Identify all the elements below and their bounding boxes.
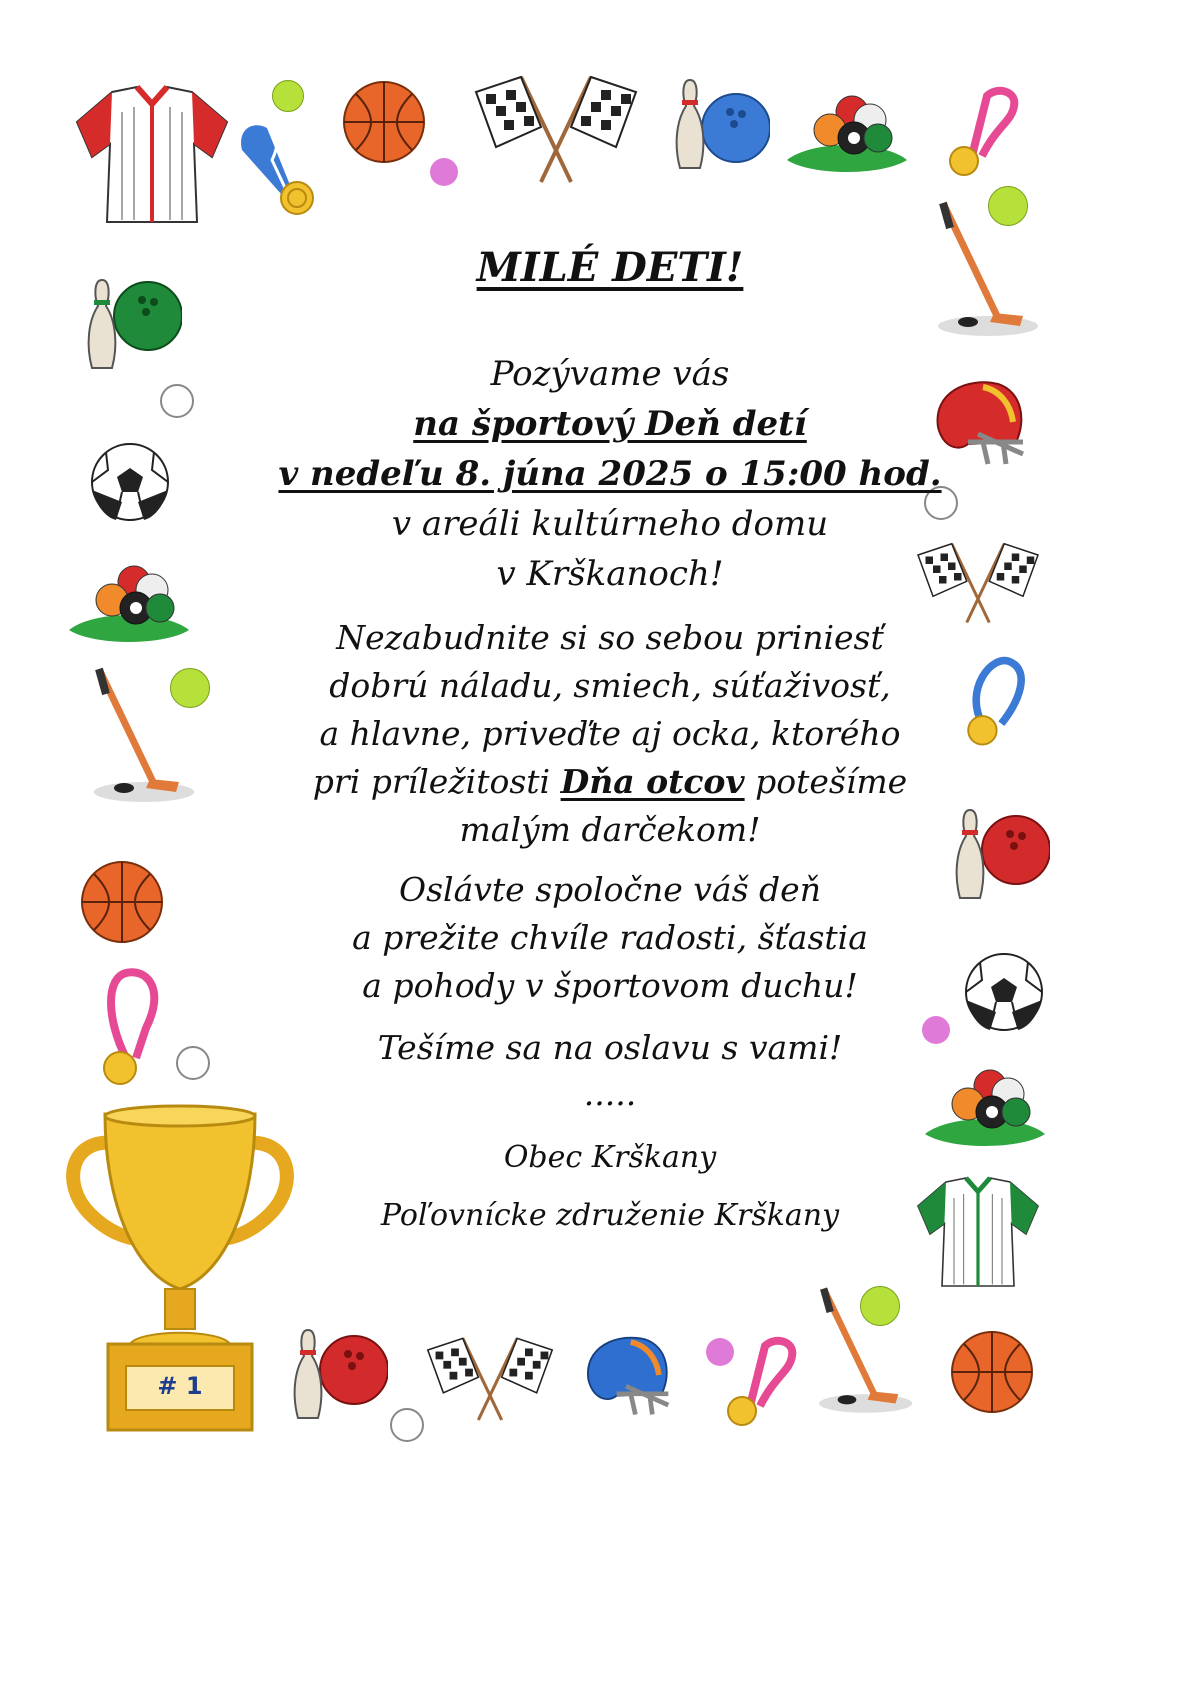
paragraph1-line5: malým darčekom! (459, 810, 761, 849)
baseball-jersey-icon (72, 82, 232, 232)
bowling-icon (668, 76, 770, 172)
closing-line: Tešíme sa na oslavu s vami! (377, 1028, 843, 1067)
baseball-icon (176, 1046, 210, 1080)
paragraph2-line2: a prežite chvíle radosti, šťastia (352, 918, 868, 957)
bowling-icon (286, 1326, 388, 1422)
checkered-flags-icon (420, 1334, 560, 1422)
intro-line: Pozývame vás (490, 354, 730, 394)
basketball-icon (342, 80, 426, 164)
venue-line-2: v Krškanoch! (496, 554, 724, 594)
football-helmet-icon (576, 1328, 676, 1422)
pink-ball-icon (430, 158, 458, 186)
billiard-balls-icon (64, 560, 194, 646)
medal-icon (96, 968, 176, 1090)
tennis-ball-icon (860, 1286, 900, 1326)
paragraph2-line3: a pohody v športovom duchu! (362, 966, 858, 1005)
paragraph1-line4 (230, 762, 990, 801)
basketball-icon (80, 860, 164, 944)
soccer-ball-icon (88, 440, 172, 524)
medal-icon (942, 86, 1022, 178)
baseball-jersey-icon (914, 1172, 1042, 1296)
hockey-stick-icon (84, 664, 194, 814)
medal-icon (232, 120, 327, 220)
paragraph1-line4-pre: pri príležitosti (312, 762, 561, 801)
date-time-line: v nedeľu 8. júna 2025 o 15:00 hod. (278, 454, 942, 494)
tennis-ball-icon (272, 80, 304, 112)
dots-separator: ..... (583, 1074, 637, 1113)
event-line: na športový Deň detí (413, 404, 807, 444)
paragraph1-line1: Nezabudnite si so sebou priniesť (336, 618, 884, 657)
basketball-icon (950, 1330, 1034, 1414)
invitation-title: MILÉ DETI! (476, 244, 744, 291)
baseball-icon (160, 384, 194, 418)
trophy-plate-label: # 1 (157, 1372, 203, 1400)
organizer-hunting-association: Poľovnícke združenie Krškany (380, 1198, 840, 1233)
paragraph1-line2: dobrú náladu, smiech, súťaživosť, (329, 666, 891, 705)
bowling-icon (80, 276, 182, 372)
venue-line-1: v areáli kultúrneho domu (391, 504, 829, 544)
baseball-icon (390, 1408, 424, 1442)
paragraph2-line1: Oslávte spoločne váš deň (399, 870, 821, 909)
organizer-municipality: Obec Krškany (503, 1140, 717, 1175)
medal-icon (720, 1336, 800, 1428)
paragraph1-line3: a hlavne, priveďte aj ocka, ktorého (319, 714, 901, 753)
fathers-day-text: Dňa otcov (560, 762, 745, 801)
billiard-balls-icon (782, 90, 912, 176)
checkered-flags-icon (466, 72, 646, 184)
paragraph1-line4-post: potešíme (744, 762, 908, 801)
